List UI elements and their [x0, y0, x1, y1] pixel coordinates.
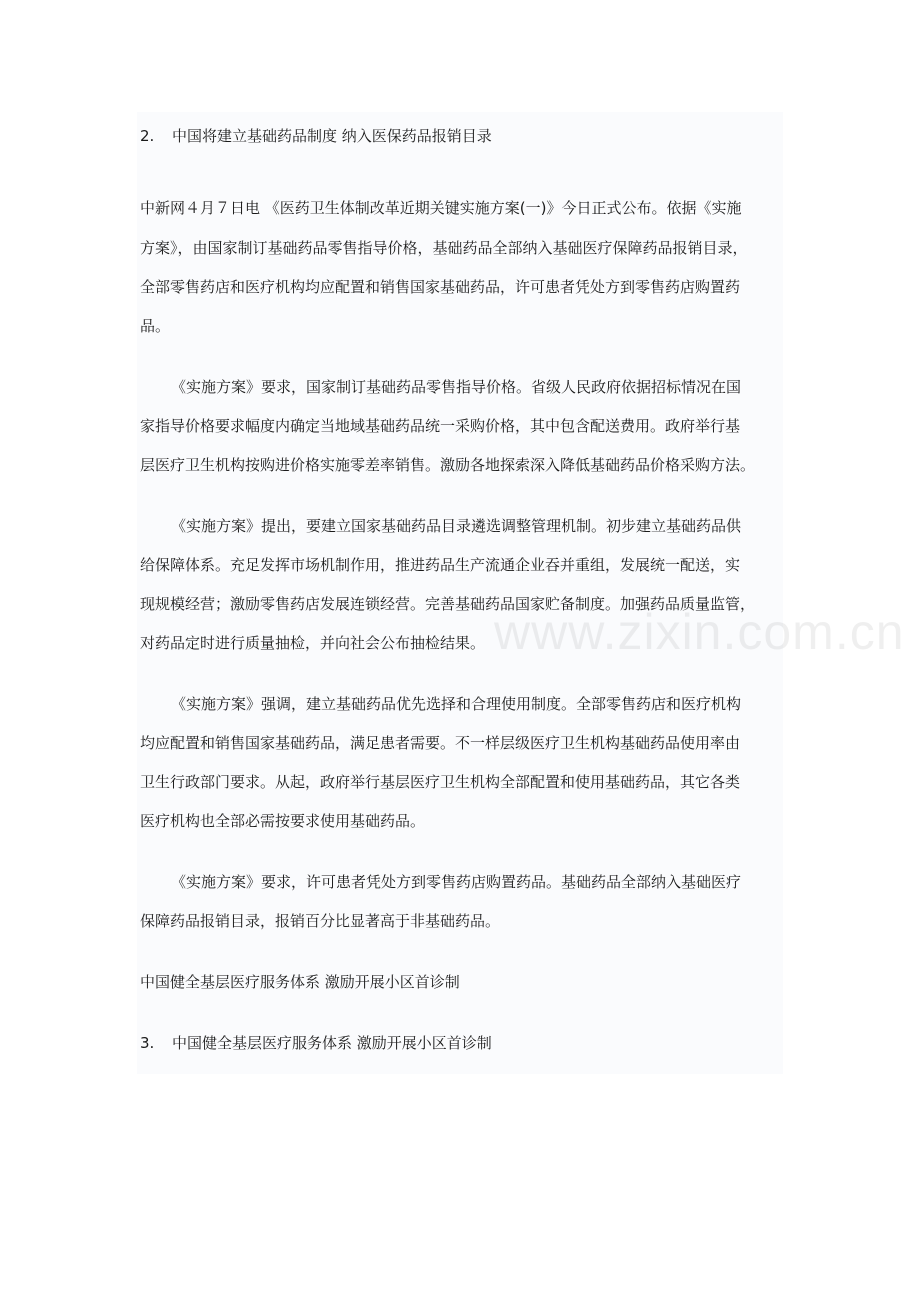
paragraph-line: 家指导价格要求幅度内确定当地域基础药品统一采购价格，其中包含配送费用。政府举行基	[140, 417, 741, 435]
heading-text: 中国健全基层医疗服务体系 激励开展小区首诊制	[172, 1034, 492, 1052]
paragraph-line: 现规模经营；激励零售药店发展连锁经营。完善基础药品国家贮备制度。加强药品质量监管，	[140, 595, 756, 613]
paragraph-line: 对药品定时进行质量抽检，并向社会公布抽检结果。	[140, 634, 486, 652]
paragraph-line: 方案》，由国家制订基础药品零售指导价格，基础药品全部纳入基础医疗保障药品报销目录，	[140, 239, 748, 257]
paragraph-line: 《实施方案》强调，建立基础药品优先选择和合理使用制度。全部零售药店和医疗机构	[171, 695, 742, 713]
watermark: www.zixin.com.cn	[494, 604, 905, 660]
paragraph-line: 均应配置和销售国家基础药品，满足患者需要。不一样层级医疗卫生机构基础药品使用率由	[140, 734, 741, 752]
paragraph-line: 品。	[140, 317, 171, 335]
paragraph-line: 全部零售药店和医疗机构均应配置和销售国家基础药品，许可患者凭处方到零售药店购置药	[140, 278, 741, 296]
section-heading-2	[140, 126, 492, 146]
paragraph-line: 《实施方案》要求，许可患者凭处方到零售药店购置药品。基础药品全部纳入基础医疗	[171, 873, 742, 891]
paragraph-line: 中新网４月７日电 《医药卫生体制改革近期关键实施方案(一)》今日正式公布。依据《实施	[140, 199, 742, 217]
subtitle-line: 中国健全基层医疗服务体系 激励开展小区首诊制	[140, 973, 460, 991]
paragraph-line: 医疗机构也全部必需按要求使用基础药品。	[140, 812, 426, 830]
paragraph-line: 卫生行政部门要求。从起，政府举行基层医疗卫生机构全部配置和使用基础药品，其它各类	[140, 773, 741, 791]
paragraph-line: 给保障体系。充足发挥市场机制作用，推进药品生产流通企业吞并重组，发展统一配送，实	[140, 556, 741, 574]
section-heading-3	[140, 1033, 492, 1053]
heading-text: 中国将建立基础药品制度 纳入医保药品报销目录	[172, 127, 492, 145]
heading-number: 3.	[140, 1034, 155, 1052]
paragraph-line: 层医疗卫生机构按购进价格实施零差率销售。激励各地探索深入降低基础药品价格采购方法。	[140, 456, 756, 474]
paragraph-line: 《实施方案》提出，要建立国家基础药品目录遴选调整管理机制。初步建立基础药品供	[171, 517, 742, 535]
heading-number: 2.	[140, 127, 155, 145]
paragraph-line: 《实施方案》要求，国家制订基础药品零售指导价格。省级人民政府依据招标情况在国	[171, 378, 742, 396]
article-body	[137, 112, 783, 1074]
paragraph-line: 保障药品报销目录，报销百分比显著高于非基础药品。	[140, 912, 501, 930]
